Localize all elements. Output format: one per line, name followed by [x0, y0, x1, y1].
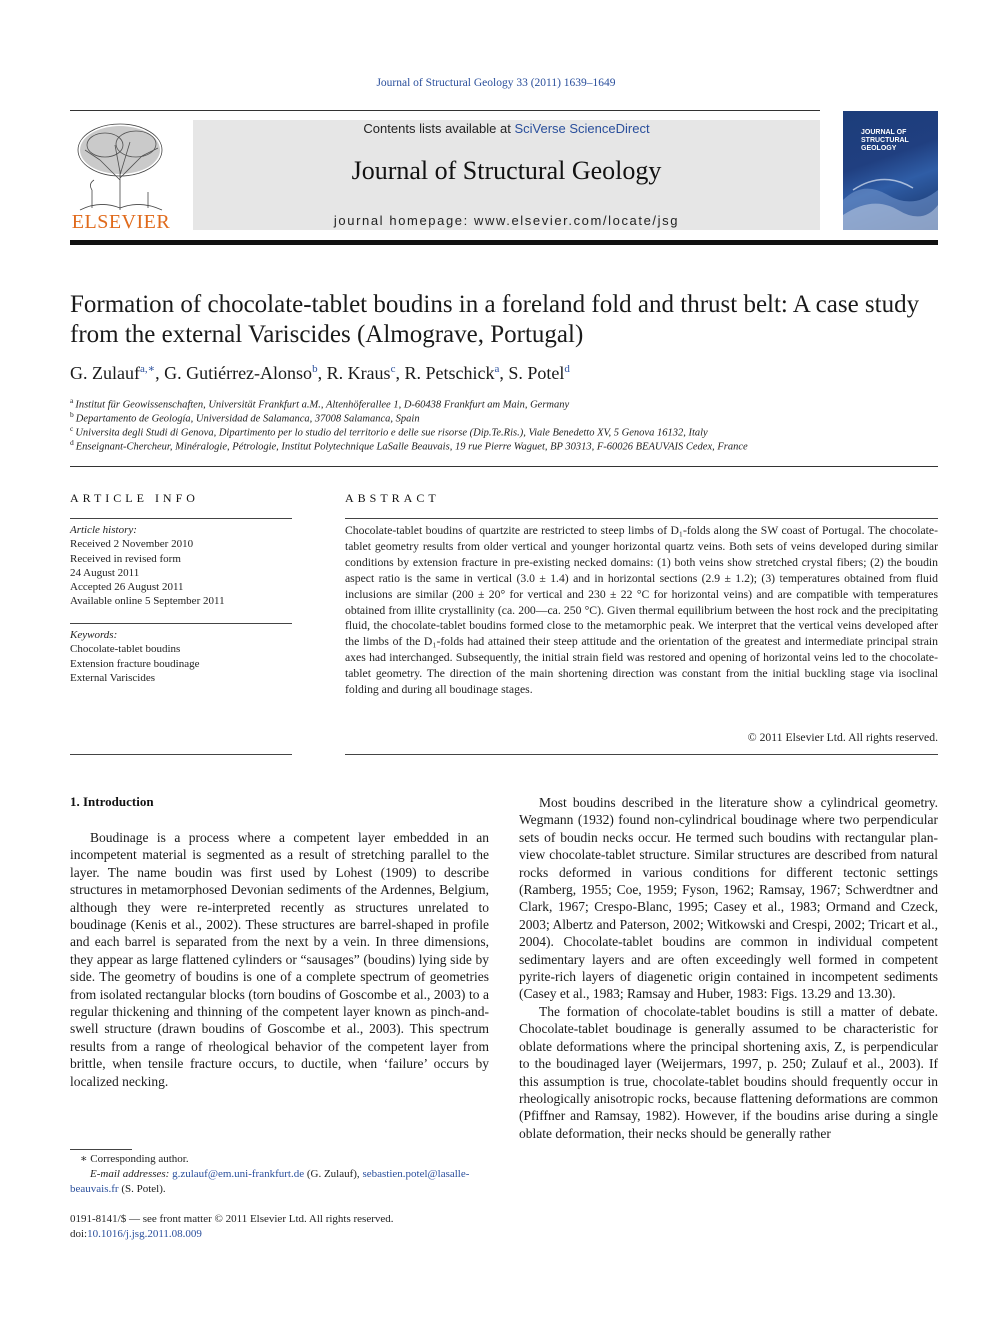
email-owner: (S. Potel). — [121, 1183, 166, 1195]
keyword: Extension fracture boudinage — [70, 657, 200, 670]
author-affil-sup[interactable]: d — [564, 363, 570, 375]
history-item: Received in revised form — [70, 552, 181, 565]
doi-link[interactable]: 10.1016/j.jsg.2011.08.009 — [87, 1227, 202, 1240]
affiliation — [70, 396, 940, 411]
contents-line — [193, 121, 820, 136]
email-link[interactable]: g.zulauf@em.uni-frankfurt.de — [172, 1168, 305, 1180]
cover-line-2: STRUCTURAL — [861, 137, 909, 144]
affiliation-sup: a — [70, 396, 74, 405]
journal-cover-image — [843, 111, 938, 230]
history-label: Article history: — [70, 524, 137, 536]
history-item: Accepted 26 August 2011 — [70, 581, 184, 594]
author-affil-sup[interactable]: b — [312, 363, 318, 375]
affiliation-text: Institut für Geowissenschaften, Universität Frankfurt a.M., Altenhöferallee 1, D-60438 Frankfurt am Main, Germany — [75, 399, 570, 411]
author-name[interactable]: R. Petschick — [404, 363, 495, 383]
header-thick-rule — [70, 240, 938, 245]
history-item: 24 August 2011 — [70, 566, 140, 579]
keywords — [70, 628, 292, 685]
cover-title — [861, 129, 909, 153]
affiliation-text: Universita degli Studi di Genova, Dipartimento per lo studio del territorio e delle sue risorse (Dip.Te.Ris.), Viale Benedetto XV, 5 Genova 16132, Italy — [75, 427, 708, 439]
email-owner: (G. Zulauf), — [306, 1168, 360, 1180]
affiliation — [70, 424, 940, 439]
keywords-rule — [70, 623, 292, 624]
intro-paragraph: The formation of chocolate-tablet boudins is still a matter of debate. Chocolate-tablet boudinage is generally assumed to be characteristic for oblate deformations where the principal shortening axis, Z, is perpendicular to the boudinaged layer (Weijermars, 1997, p. 250; Zulauf et al., 2003). If this assumption is true, chocolate-tablet boudins should frequently occur in rheologically anisotropic rocks, because flattening deformations are common (Pfiffner and Ramsay, 1982). However, if the boudins arise during a single oblate deformation, their necks should be generally rather — [519, 1003, 938, 1141]
contents-prefix: Contents lists available at — [363, 121, 515, 136]
abstract-text: Chocolate-tablet boudins of quartzite are restricted to steep limbs of D₁-folds along the SW coast of Portugal. The chocolate-tablet geometry results from older vertical and younger horizontal quartz veins. Both sets of veins developed during similar conditions by extension fracture in pre-existing necked domains: (1) both veins show stretched crystal fibers; (2) the boudin aspect ratio is the same in vertical (3.0 ± 1.4) and in horizontal sections (2.9 ± 1.2); (3) temperatures obtained from fluid inclusions are similar (200 ± 20° for vertical and 230 ± 22 °C for horizontal veins) and are compatible with temperatures obtained from illite crystallinity (ca. 200—ca. 250 °C). Given thermal equilibrium between the host rock and the precipitating fluid, the chocolate-tablet boudins formed close to the metamorphic peak. We interpret that the vertical veins developed after the limbs of the D₁-folds had attained their steep attitude and the orientation of the greatest and intermediate principal strain axes had interchanged. Subsequently, the initial strain field was restored and opening of horizontal veins led to the chocolate-tablet geometry. The direction of the main shortening direction was constant from the initial buckling stage via isoclinal folding and during all boudinage stages. — [345, 524, 938, 697]
info-bottom-rule — [70, 754, 292, 755]
corresponding-author-note: ∗ Corresponding author. — [80, 1153, 189, 1165]
author-affil-sup[interactable]: a — [494, 363, 500, 375]
sciencedirect-link[interactable]: SciVerse ScienceDirect — [514, 121, 650, 136]
keyword: Chocolate-tablet boudins — [70, 643, 181, 656]
author-affil-sup[interactable]: c — [390, 363, 396, 375]
author-name[interactable]: R. Kraus — [326, 363, 391, 383]
affiliation-sup: c — [70, 424, 74, 433]
intro-column-right — [519, 794, 938, 1142]
doi-line — [70, 1227, 489, 1242]
journal-title: Journal of Structural Geology — [351, 156, 662, 185]
intro-paragraph: Boudinage is a process where a competent layer embedded in an incompetent material is segmented as a result of stretching parallel to the layer. The name boudin was first used by Lohest (1909) to describe structures in metamorphosed Devonian sediments of the Ardennes, Belgium, although they were re-interpreted recently as structures unrelated to boudinage (Kenis et al., 2002). These structures are barrel-shaped in profile and each barrel is separated from the next by a vein. In three dimensions, they appear as large flattened cylinders or “sausages” (boudins) lying side by side. The geometry of boudins is one of a complete spectrum of geometries from isolated rectangular blocks (torn boudins of Goscombe et al., 2003) to a regular thickening and thinning of the competent layer known as pinch-and-swell structure (drawn boudins of Goscombe et al., 2003). This spectrum results from a range of rheological behavior of the competent layer from brittle, when tensile fracture occurs, to ductile, when ‘failure’ occurs by localized necking. — [70, 830, 489, 1089]
keyword: External Variscides — [70, 671, 156, 684]
abstract-rule — [345, 518, 938, 519]
email-line — [70, 1167, 489, 1197]
section-rule — [70, 466, 938, 467]
history-item: Available online 5 September 2011 — [70, 595, 225, 608]
cover-swirl-graphic — [843, 160, 938, 230]
cover-line-1: JOURNAL OF — [861, 129, 907, 136]
email-link[interactable]: sebastien.potel@lasalle-beauvais.fr — [70, 1168, 470, 1195]
article-info-heading: ARTICLE INFO — [70, 491, 199, 505]
article-history — [70, 523, 292, 609]
history-item: Received 2 November 2010 — [70, 538, 194, 551]
author-name[interactable]: S. Potel — [508, 363, 565, 383]
doi-prefix: doi: — [70, 1227, 88, 1240]
issn-line: 0191-8141/$ — see front matter © 2011 Elsevier Ltd. All rights reserved. — [70, 1213, 394, 1225]
bottom-metadata — [70, 1212, 489, 1241]
header-rule — [70, 110, 820, 111]
intro-heading: 1. Introduction — [70, 794, 154, 809]
footnote — [70, 1152, 489, 1197]
affiliation-sup: d — [70, 438, 74, 447]
affiliation — [70, 410, 940, 425]
footnote-rule — [70, 1149, 132, 1150]
journal-citation[interactable]: Journal of Structural Geology 33 (2011) 1639–1649 — [376, 77, 616, 89]
journal-homepage[interactable]: journal homepage: www.elsevier.com/locate/jsg — [333, 213, 680, 228]
author-name[interactable]: G. Gutiérrez-Alonso — [164, 363, 313, 383]
intro-column-left — [70, 829, 489, 1090]
affiliation-sup: b — [70, 410, 74, 419]
affiliation-text: Enseignant-Chercheur, Minéralogie, Pétrologie, Institut Polytechnique LaSalle Beauvais, 19 rue Pierre Waguet, BP 30313, F-60026 BEAUVAIS Cedex, France — [75, 441, 748, 453]
abstract-bottom-rule — [345, 754, 938, 755]
affiliation — [70, 438, 940, 453]
cover-line-3: GEOLOGY — [861, 145, 897, 152]
affiliation-text: Departamento de Geología, Universidad de Salamanca, 37008 Salamanca, Spain — [75, 413, 420, 425]
email-label: E-mail addresses: — [90, 1168, 170, 1180]
article-info-rule — [70, 518, 292, 519]
author-list: G. Zulauf$^{a,∗}$, G. Gutiérrez-Alonso$^b$, R. Kraus$^c$, R. Petschick$^a$, S. Potel$^d$ — [70, 363, 570, 383]
abstract-heading: ABSTRACT — [345, 491, 440, 505]
intro-paragraph: Most boudins described in the literature show a cylindrical geometry. Wegmann (1932) found non-cylindrical boudinage where two perpendicular sets of boudin necks occur. He termed such boudins with rectangular plan-view chocolate-tablet structure. Similar structures are described from natural rocks deformed in various conditions for different tectonic settings (Ramberg, 1955; Coe, 1959; Fyson, 1962; Ramsay, 1967; Schwerdtner and Clark, 1967; Crespo-Blanc, 1995; Casey et al., 1983; Ormand and Czeck, 2003; Albertz and Paterson, 2002; Witkowski and Crespi, 2002; Tricart et al., 2004). Chocolate-tablet boudins are common in individual competent sedimentary layers and are often exceedingly well formed in competent pyrite-rich layers of diagenetic origin contained in incompetent sediments (Casey et al., 1983; Ramsay and Huber, 1983: Figs. 13.29 and 13.30). — [519, 795, 938, 1002]
author-affil-sup[interactable]: a,∗ — [139, 363, 156, 375]
elsevier-logo-text: ELSEVIER — [71, 211, 171, 233]
keywords-label: Keywords: — [70, 629, 118, 641]
author-name[interactable]: G. Zulauf — [70, 363, 140, 383]
article-title: Formation of chocolate-tablet boudins in a foreland fold and thrust belt: A case study from the external Variscides (Almograve, Portugal) — [70, 291, 920, 348]
abstract-copyright: © 2011 Elsevier Ltd. All rights reserved. — [747, 731, 938, 744]
